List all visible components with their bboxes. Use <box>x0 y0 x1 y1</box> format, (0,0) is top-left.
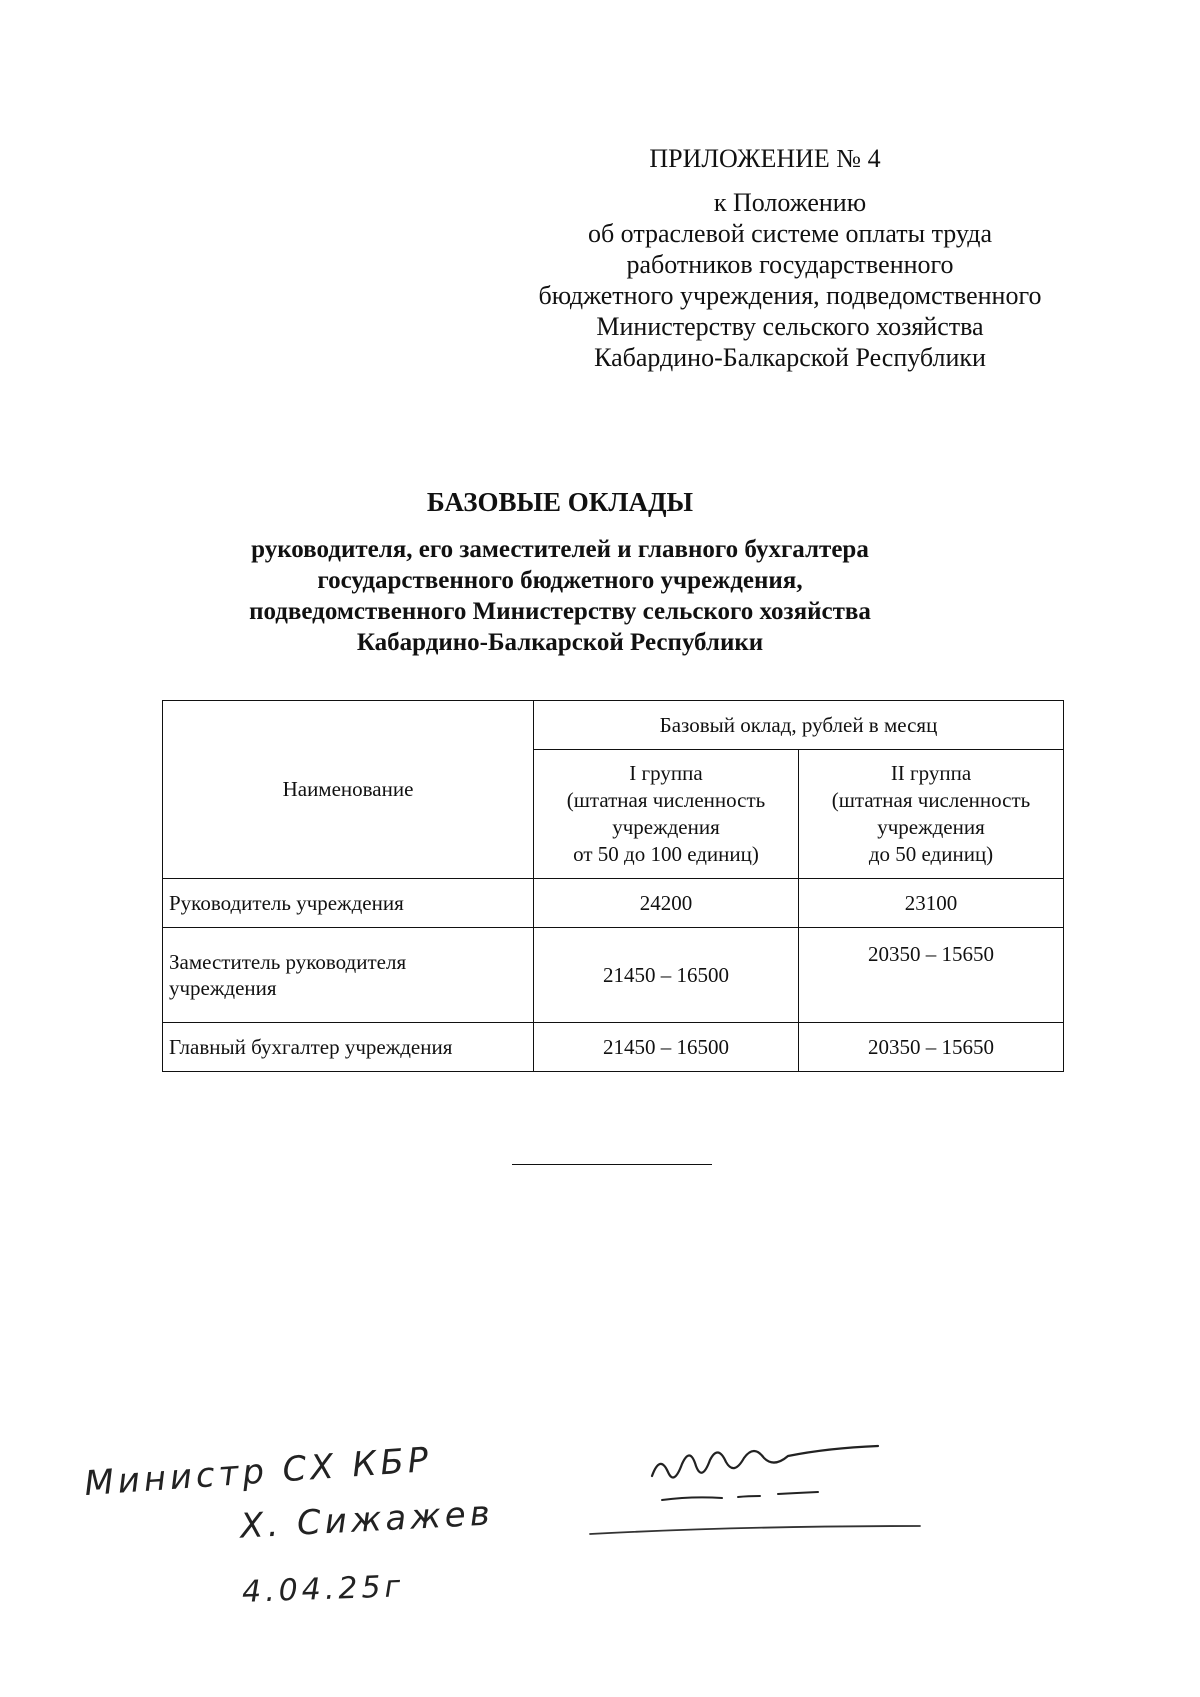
handwritten-title <box>83 1440 433 1504</box>
salary-table <box>162 700 1064 1072</box>
table-row <box>163 928 1064 1023</box>
column-header-group-2 <box>799 750 1064 879</box>
row-group-2-value: 20350 – 15650 <box>799 928 1064 1023</box>
signature-stroke <box>738 1496 760 1497</box>
signature-stroke <box>662 1497 722 1500</box>
handwritten-date <box>241 1569 404 1610</box>
row-name-line: учреждения <box>169 976 277 1000</box>
group-1-line: учреждения <box>612 815 720 839</box>
table-header-row <box>163 701 1064 750</box>
appendix-header <box>470 143 1110 373</box>
row-name-line: Заместитель руководителя <box>169 950 407 974</box>
row-group-1-value: 21450 – 16500 <box>534 928 799 1023</box>
appendix-line: к Положению <box>713 188 867 217</box>
column-header-salary: Базовый оклад, рублей в месяц <box>534 701 1064 750</box>
signature-stroke <box>778 1492 818 1494</box>
group-1-line: I группа <box>629 761 703 785</box>
subtitle-line: подведомственного Министерству сельского хозяйства <box>249 598 871 625</box>
appendix-title: ПРИЛОЖЕНИЕ № 4 <box>649 144 881 173</box>
document-title: БАЗОВЫЕ ОКЛАДЫ <box>426 487 694 517</box>
signature-underline <box>590 1526 920 1534</box>
row-group-2-value: 23100 <box>799 879 1064 928</box>
group-2-line: (штатная численность <box>831 788 1031 812</box>
group-1-line: от 50 до 100 единиц) <box>573 842 759 866</box>
handwritten-name-text: Х. Сижажев <box>239 1493 495 1547</box>
appendix-line: работников государственного <box>626 250 954 279</box>
handwritten-title-text: Министр СХ КБР <box>83 1439 434 1505</box>
end-separator-line <box>512 1164 712 1165</box>
signature-stroke <box>652 1446 878 1477</box>
handwritten-name <box>239 1493 495 1546</box>
row-group-1-value: 21450 – 16500 <box>534 1023 799 1072</box>
document-heading <box>180 487 940 658</box>
subtitle-line: Кабардино-Балкарской Республики <box>356 629 764 656</box>
row-group-2-value: 20350 – 15650 <box>799 1023 1064 1072</box>
appendix-line: об отраслевой системе оплаты труда <box>587 219 993 248</box>
appendix-line: бюджетного учреждения, подведомственного <box>538 281 1042 310</box>
subtitle-line: государственного бюджетного учреждения, <box>317 567 803 594</box>
group-1-line: (штатная численность <box>566 788 766 812</box>
appendix-line: Министерству сельского хозяйства <box>596 312 984 341</box>
column-header-name: Наименование <box>163 701 534 879</box>
table-row <box>163 879 1064 928</box>
group-2-line: учреждения <box>877 815 985 839</box>
subtitle-line: руководителя, его заместителей и главного бухгалтера <box>251 536 869 563</box>
row-name: Руководитель учреждения <box>163 879 534 928</box>
row-group-1-value: 24200 <box>534 879 799 928</box>
column-header-group-1 <box>534 750 799 879</box>
row-name <box>163 928 534 1023</box>
table-row <box>163 1023 1064 1072</box>
handwritten-date-text: 4.04.25г <box>241 1569 405 1610</box>
group-2-line: до 50 единиц) <box>868 842 994 866</box>
row-name: Главный бухгалтер учреждения <box>163 1023 534 1072</box>
appendix-line: Кабардино-Балкарской Республики <box>594 343 986 372</box>
group-2-line: II группа <box>890 761 972 785</box>
